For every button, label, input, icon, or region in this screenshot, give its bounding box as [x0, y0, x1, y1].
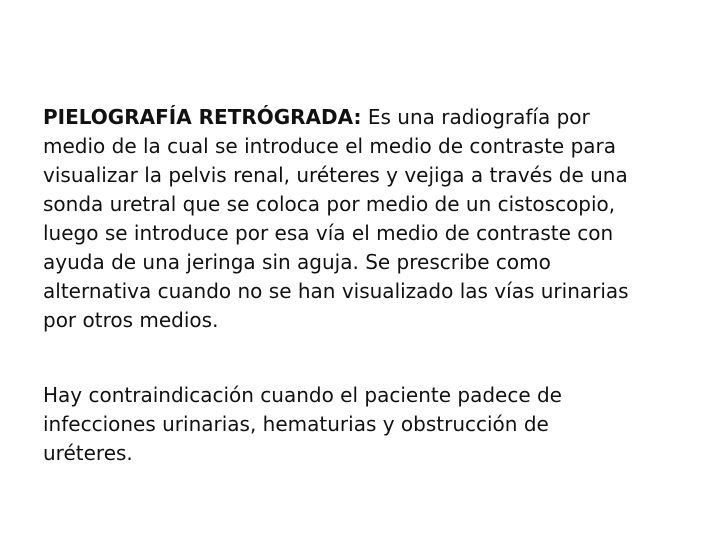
- text-body: [43, 103, 683, 468]
- paragraph-pielografia: [43, 103, 683, 335]
- text-line: sonda uretral que se coloca por medio de un cistoscopio,: [43, 192, 616, 216]
- term-heading: PIELOGRAFÍA RETRÓGRADA:: [43, 105, 362, 129]
- text-line: por otros medios.: [43, 308, 219, 332]
- text-line: [43, 103, 683, 132]
- text-line: uréteres.: [43, 441, 133, 465]
- text-line: medio de la cual se introduce el medio de contraste para: [43, 134, 616, 158]
- paragraph-contraindicacion: [43, 381, 683, 468]
- text-line: visualizar la pelvis renal, uréteres y vejiga a través de una: [43, 163, 628, 187]
- text-line: alternativa cuando no se han visualizado las vías urinarias: [43, 279, 629, 303]
- text-line: Hay contraindicación cuando el paciente padece de: [43, 383, 562, 407]
- text-line: ayuda de una jeringa sin aguja. Se prescribe como: [43, 250, 551, 274]
- paragraph-spacer: [43, 335, 683, 381]
- text-line-content: Es una radiografía por: [361, 105, 590, 129]
- text-line: infecciones urinarias, hematurias y obstrucción de: [43, 412, 549, 436]
- text-line: luego se introduce por esa vía el medio de contraste con: [43, 221, 614, 245]
